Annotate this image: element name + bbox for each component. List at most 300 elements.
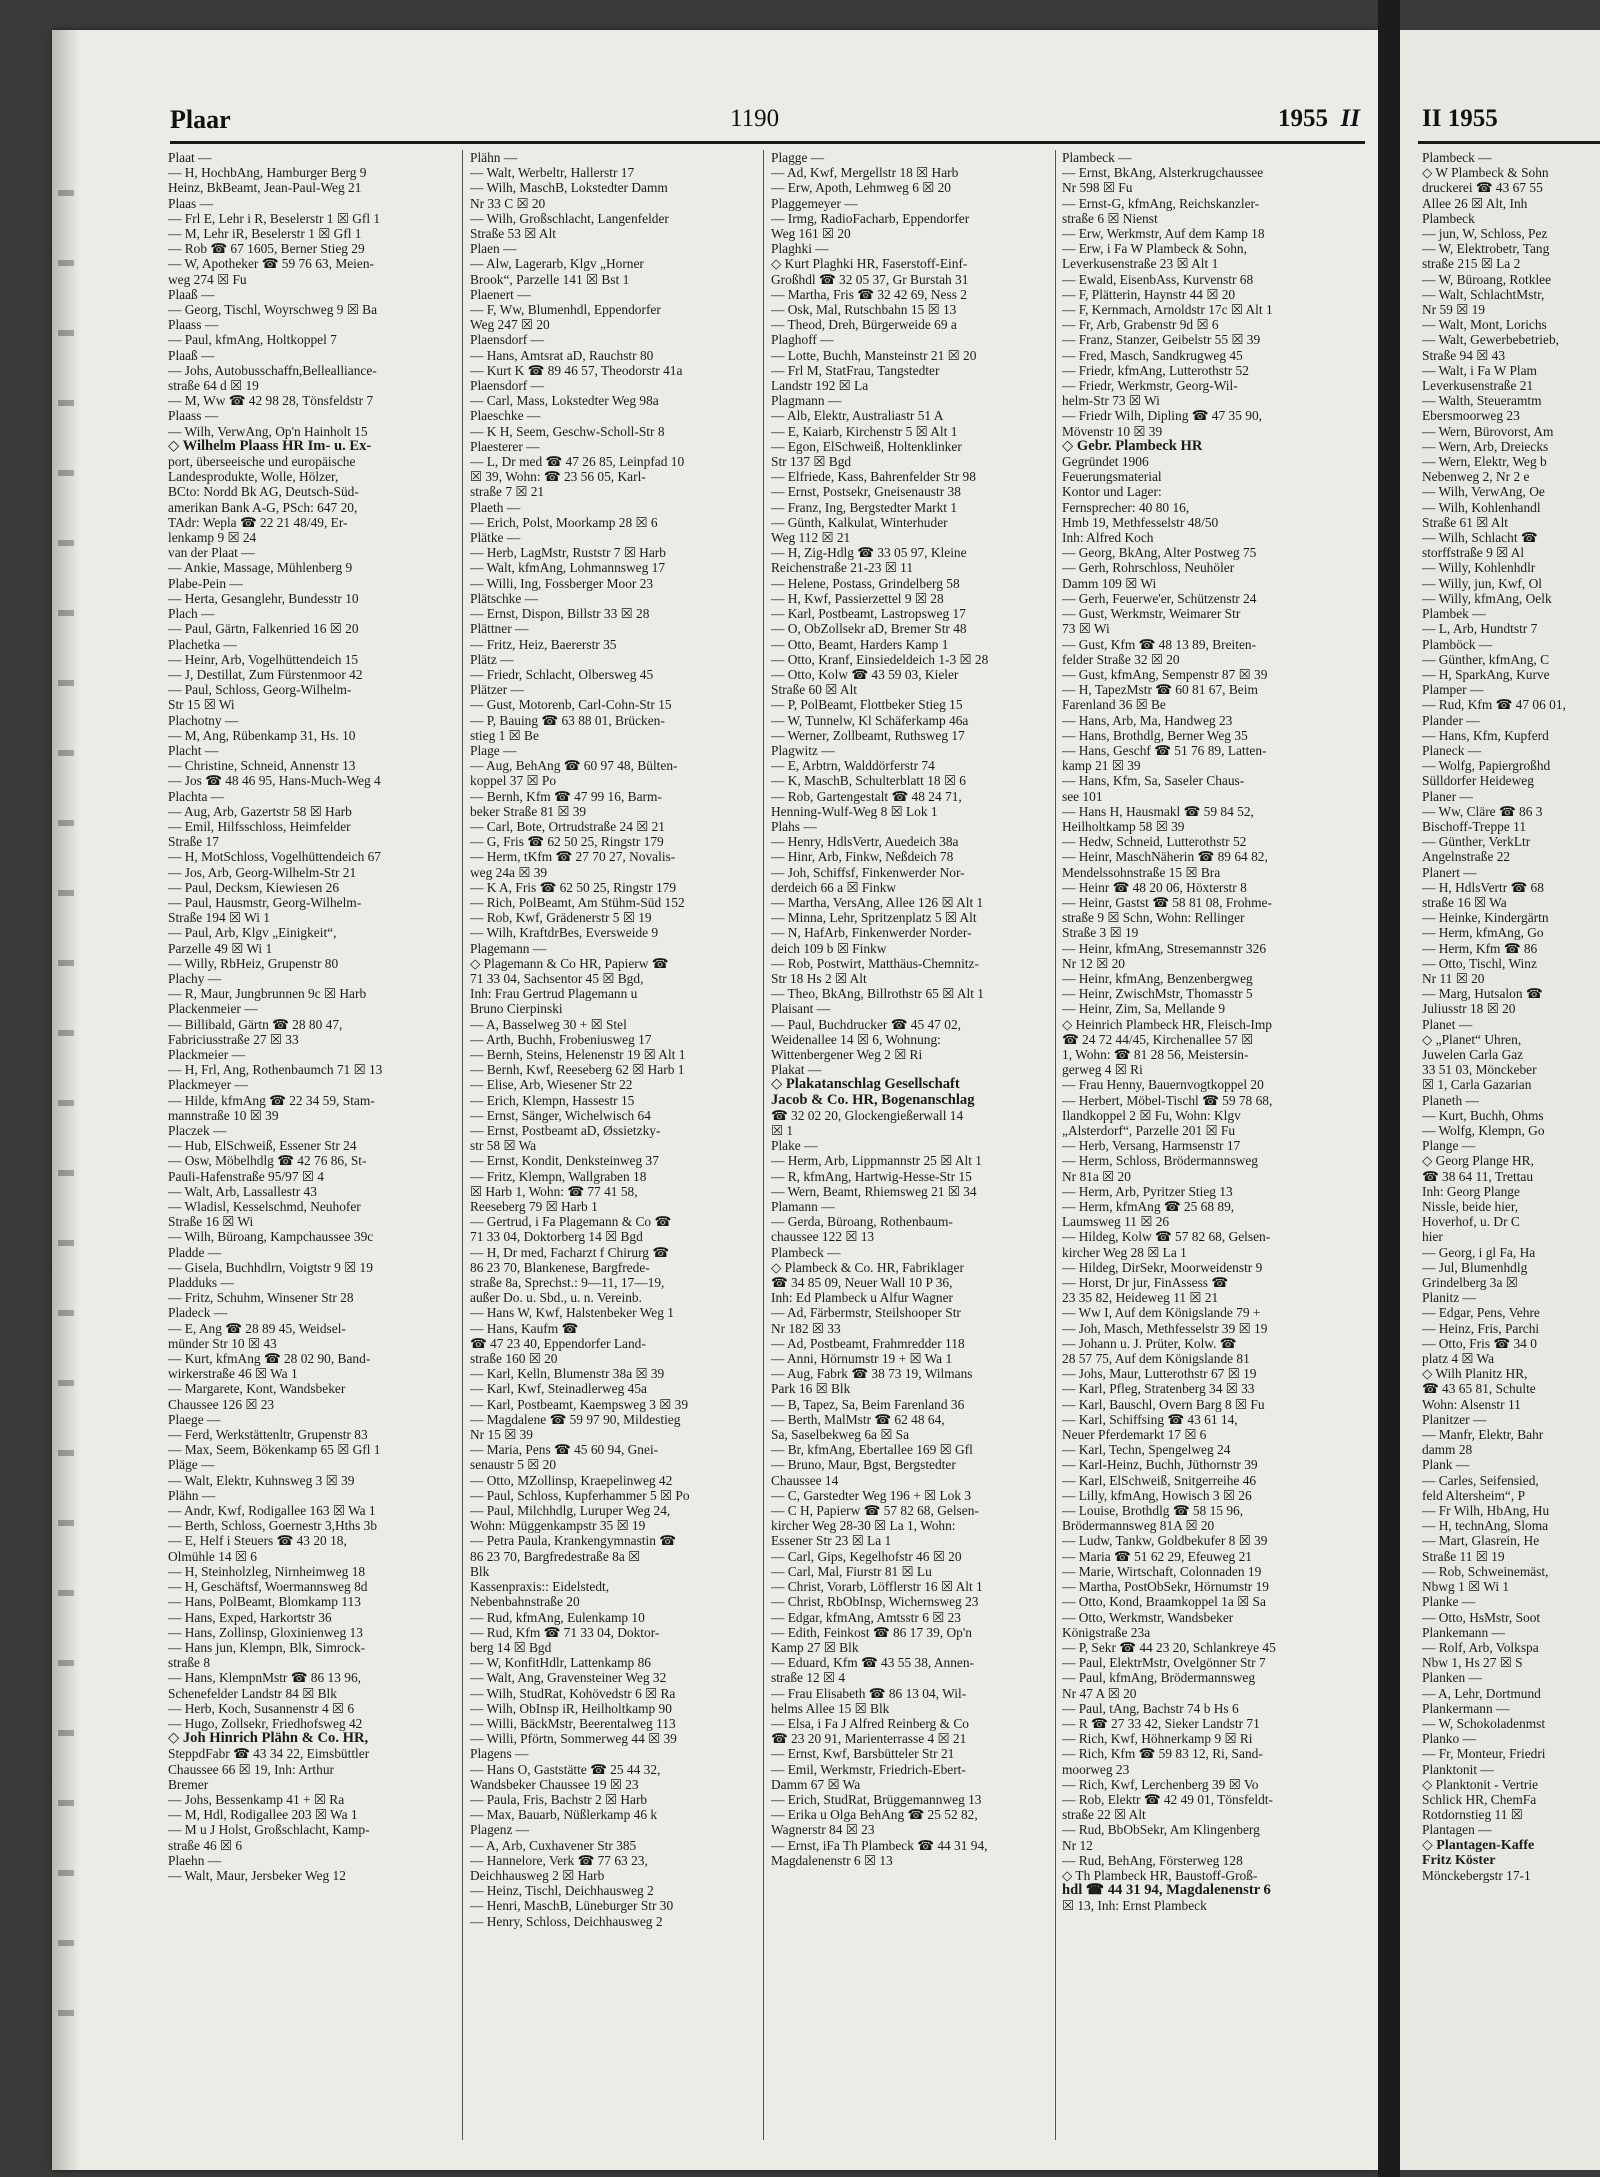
directory-entry-line: Landstr 192 ☒ La — [771, 378, 869, 394]
directory-entry-line: — Paul, Buchdrucker ☎ 45 47 02, — [771, 1016, 961, 1032]
year: 1955 — [1278, 105, 1329, 132]
directory-entry-line: — Otto, Beamt, Harders Kamp 1 — [771, 636, 949, 652]
facing-entry-line: — Heinke, Kindergärtn — [1422, 910, 1549, 926]
directory-entry-line: — Max, Seem, Bökenkamp 65 ☒ Gfl 1 — [168, 1442, 381, 1458]
directory-entry-line: — Ewald, EisenbAss, Kurvenstr 68 — [1062, 271, 1254, 287]
directory-entry-line: Fabriciusstraße 27 ☒ 33 — [168, 1031, 299, 1047]
directory-entry-line: — Herb, LagMstr, Ruststr 7 ☒ Harb — [470, 545, 666, 561]
facing-entry-line: ☎ 38 64 11, Trettau — [1422, 1168, 1534, 1184]
directory-entry-line: — Emil, Werkmstr, Friedrich-Ebert- — [771, 1761, 966, 1777]
directory-entry-line: — Hans, Kaufm ☎ — [470, 1320, 579, 1336]
facing-entry-line: — Mart, Glasrein, He — [1422, 1533, 1540, 1549]
directory-entry-line: — Martha, VersAng, Allee 126 ☒ Alt 1 — [771, 894, 984, 910]
directory-entry-line: — Rob ☎ 67 1605, Berner Stieg 29 — [168, 241, 365, 257]
directory-entry-line: moorweg 23 — [1062, 1761, 1130, 1777]
directory-entry-line: Str 18 Hs 2 ☒ Alt — [771, 970, 867, 986]
directory-entry-line: straße 8a, Sprechst.: 9—11, 17—19, — [470, 1275, 665, 1291]
directory-entry-line: Nr 33 C ☒ 20 — [470, 195, 546, 211]
directory-entry-line: — Franz, Stanzer, Geibelstr 55 ☒ 39 — [1062, 332, 1261, 348]
column-2 — [470, 150, 762, 2150]
facing-entry-line: — Wilh, Kohlenhandl — [1422, 499, 1541, 515]
directory-entry-line: — P, Sekr ☎ 44 23 20, Schlankreye 45 — [1062, 1639, 1276, 1655]
facing-entry-line: Nr 11 ☒ 20 — [1422, 970, 1485, 986]
directory-entry-line: — Hans, Zollinsp, Gloxinienweg 13 — [168, 1624, 363, 1640]
header-catchword: Plaar — [170, 105, 231, 134]
page-gutter — [1378, 0, 1400, 2177]
facing-entry-line: Planert — — [1422, 864, 1477, 880]
directory-entry-line: — E, Arbtrn, Walddörferstr 74 — [771, 758, 935, 774]
directory-entry-line: — Karl, Techn, Spengelweg 24 — [1062, 1442, 1231, 1458]
facing-entry-line: — Walth, Steueramtm — [1422, 393, 1542, 409]
directory-entry-line: Großhdl ☎ 32 05 37, Gr Burstah 31 — [771, 271, 969, 287]
directory-entry-line: Plage — — [470, 742, 517, 758]
directory-entry-line: — Christ, Vorarb, Löfflerstr 16 ☒ Alt 1 — [771, 1579, 983, 1595]
facing-entry-line: — Wilh, Schlacht ☎ — [1422, 530, 1538, 546]
directory-entry-line: Plakat — — [771, 1062, 822, 1078]
directory-entry-line: — Bruno, Maur, Bgst, Bergstedter — [771, 1457, 956, 1473]
facing-entry-line: — W, Büroang, Rotklee — [1422, 271, 1552, 287]
directory-entry-line: Mövenstr 10 ☒ 39 — [1062, 423, 1163, 439]
directory-entry-line: — Max, Bauarb, Nüßlerkamp 46 k — [470, 1807, 658, 1823]
directory-entry-line: Brödermannsweg 81A ☒ 20 — [1062, 1518, 1215, 1534]
directory-entry-line: Kassenpraxis:: Eidelstedt, — [470, 1579, 610, 1595]
directory-entry-line: — Ernst-G, kfmAng, Reichskanzler- — [1062, 195, 1260, 211]
directory-entry-line: Landesprodukte, Wolle, Hölzer, — [168, 469, 339, 485]
directory-entry-line: — Otto, Kranf, Einsiedeldeich 1-3 ☒ 28 — [771, 651, 989, 667]
directory-entry-line: — Heinr, kfmAng, Stresemannstr 326 — [1062, 940, 1267, 956]
directory-entry-line: Straße 53 ☒ Alt — [470, 226, 557, 242]
directory-entry-line: — Karl-Heinz, Buchh, Jüthornstr 39 — [1062, 1457, 1258, 1473]
directory-entry-line: — Jos ☎ 48 46 95, Hans-Much-Weg 4 — [168, 773, 381, 789]
directory-entry-line: — H, Dr med, Facharzt f Chirurg ☎ — [470, 1244, 670, 1260]
directory-entry-line: — M, Ang, Rübenkamp 31, Hs. 10 — [168, 727, 356, 743]
directory-entry-line: — Wilh, KraftdrBes, Eversweide 9 — [470, 925, 659, 941]
directory-entry-line: Laumsweg 11 ☒ 26 — [1062, 1214, 1170, 1230]
directory-entry-line: — Minna, Lehr, Spritzenplatz 5 ☒ Alt — [771, 910, 977, 926]
directory-entry-line: see 101 — [1062, 788, 1103, 804]
directory-entry-line: lenkamp 9 ☒ 24 — [168, 530, 257, 546]
directory-entry-line: — Kurt K ☎ 89 46 57, Theodorstr 41a — [470, 362, 683, 378]
directory-entry-line: 86 23 70, Bargfredestraße 8a ☒ — [470, 1548, 641, 1564]
directory-entry-line: — Rud, Kfm ☎ 71 33 04, Doktor- — [470, 1624, 660, 1640]
directory-entry-line: — Frau Elisabeth ☎ 86 13 04, Wil- — [771, 1685, 967, 1701]
directory-entry-line: — Gerda, Büroang, Rothenbaum- — [771, 1214, 953, 1230]
facing-entry-line: — A, Lehr, Dortmund — [1422, 1685, 1541, 1701]
directory-entry-line: str 58 ☒ Wa — [470, 1138, 537, 1154]
facing-entry-line: Plambek — — [1422, 606, 1486, 622]
directory-entry-line: — Irmg, RadioFacharb, Eppendorfer — [771, 210, 970, 226]
directory-entry-line: — Martha, Fris ☎ 32 42 69, Ness 2 — [771, 286, 967, 302]
directory-entry-line: Plätke — — [470, 530, 521, 546]
directory-entry-line: Weg 112 ☒ 21 — [771, 530, 851, 546]
directory-entry-line: — Wilh, Büroang, Kampchaussee 39c — [168, 1229, 374, 1245]
directory-entry-line: Pladde — — [168, 1244, 222, 1260]
directory-entry-line: Neuer Pferdemarkt 17 ☒ 6 — [1062, 1427, 1207, 1443]
directory-entry-line: Mendelssohnstraße 15 ☒ Bra — [1062, 864, 1221, 880]
directory-entry-line: — Walt, Maur, Jersbeker Weg 12 — [168, 1867, 346, 1883]
directory-entry-line: Leverkusenstraße 23 ☒ Alt 1 — [1062, 256, 1219, 272]
directory-entry-line: Plähn — — [168, 1487, 216, 1503]
directory-entry-line: — Georg, Tischl, Woyrschweg 9 ☒ Ba — [168, 302, 378, 318]
directory-entry-line: Bremer — [168, 1776, 209, 1792]
directory-entry-line: Plaass — — [168, 317, 219, 333]
directory-entry-line: — Wilh, StudRat, Kohövedstr 6 ☒ Ra — [470, 1685, 676, 1701]
column-divider — [763, 150, 764, 2140]
directory-entry-line: — Gust, kfmAng, Sempenstr 87 ☒ 39 — [1062, 666, 1268, 682]
facing-entry-line: Planer — — [1422, 788, 1473, 804]
directory-entry-line: münder Str 10 ☒ 43 — [168, 1335, 277, 1351]
facing-entry-line: — Günther, VerkLtr — [1422, 834, 1531, 850]
directory-entry-line: Plaeschke — — [470, 408, 541, 424]
facing-entry-line: — Ww, Cläre ☎ 86 3 — [1422, 803, 1543, 819]
directory-entry-line: straße 64 d ☒ 19 — [168, 378, 259, 394]
directory-entry-line: — Rud, kfmAng, Eulenkamp 10 — [470, 1609, 645, 1625]
directory-entry-line: Plaaß — — [168, 286, 215, 302]
facing-entry-line: Plander — — [1422, 712, 1480, 728]
facing-entry-line: Planeck — — [1422, 742, 1482, 758]
directory-entry-line: — Wern, Beamt, Rhiemsweg 21 ☒ 34 — [771, 1183, 977, 1199]
directory-entry-line: — R, kfmAng, Hartwig-Hesse-Str 15 — [771, 1168, 972, 1184]
directory-entry-line: — Gerh, Rohrschloss, Neuhöler — [1062, 560, 1235, 576]
directory-entry-line: gerweg 4 ☒ Ri — [1062, 1062, 1143, 1078]
facing-entry-line: Grindelberg 3a ☒ — [1422, 1275, 1518, 1291]
directory-entry-line: — Hans, Brothdlg, Berner Weg 35 — [1062, 727, 1248, 743]
directory-entry-line: Plagge — — [771, 150, 825, 165]
facing-entry-line: Planeth — — [1422, 1092, 1479, 1108]
directory-entry-line: wirkerstraße 46 ☒ Wa 1 — [168, 1366, 298, 1382]
facing-entry-line: Planke — — [1422, 1594, 1476, 1610]
directory-entry-line: ☒ 39, Wohn: ☎ 23 56 05, Karl- — [470, 469, 646, 485]
directory-entry-line: Magdalenenstr 6 ☒ 13 — [771, 1852, 893, 1868]
directory-entry-line: Plagemann — — [470, 940, 547, 956]
directory-entry-line: Wandsbeker Chaussee 19 ☒ 23 — [470, 1776, 639, 1792]
directory-entry-line: — H, Kwf, Passierzettel 9 ☒ 28 — [771, 590, 944, 606]
directory-entry-line: — Horst, Dr jur, FinAssess ☎ — [1062, 1275, 1229, 1291]
facing-entry-line: Plamböck — — [1422, 636, 1493, 652]
directory-entry-line: — Aug, BehAng ☎ 60 97 48, Bülten- — [470, 758, 678, 774]
facing-entry-line: Schlick HR, ChemFa — [1422, 1791, 1537, 1807]
directory-entry-line: Plaensdorf — — [470, 332, 545, 348]
directory-entry-line: — Herb, Koch, Susannenstr 4 ☒ 6 — [168, 1700, 355, 1716]
directory-entry-line: — E, Ang ☎ 28 89 45, Weidsel- — [168, 1320, 346, 1336]
directory-entry-line: Kontor und Lager: — [1062, 484, 1162, 500]
facing-entry-line: Juliusstr 18 ☒ 20 — [1422, 1001, 1516, 1017]
facing-entry-line: — Rolf, Arb, Volkspa — [1422, 1639, 1539, 1655]
directory-entry-line: — Eduard, Kfm ☎ 43 55 38, Annen- — [771, 1655, 975, 1671]
directory-entry-line: — M, Lehr iR, Beselerstr 1 ☒ Gfl 1 — [168, 226, 362, 242]
directory-entry-line: — Karl, Bauschl, Overn Barg 8 ☒ Fu — [1062, 1396, 1265, 1412]
directory-entry-line: — Fritz, Klempn, Wallgraben 18 — [470, 1168, 647, 1184]
facing-entry-line: Planet — — [1422, 1016, 1473, 1032]
directory-entry-line: — A, Arb, Cuxhavener Str 385 — [470, 1837, 637, 1853]
directory-entry-line: — Rich, Kwf, Lerchenberg 39 ☒ Vo — [1062, 1776, 1259, 1792]
directory-entry-line: — Helene, Postass, Grindelberg 58 — [771, 575, 960, 591]
directory-entry-line: — Jos, Arb, Georg-Wilhelm-Str 21 — [168, 864, 357, 880]
directory-entry-line: Plagenz — — [470, 1822, 530, 1838]
directory-entry-line: Plaass — — [168, 408, 219, 424]
directory-entry-line: ☒ 13, Inh: Ernst Plambeck — [1062, 1898, 1207, 1914]
directory-entry-line: Plaensdorf — — [470, 378, 545, 394]
directory-entry-line: 71 33 04, Sachsentor 45 ☒ Bgd, — [470, 970, 644, 986]
directory-entry-line: — H, TapezMstr ☎ 60 81 67, Beim — [1062, 682, 1258, 698]
directory-entry-line: — Walt, Ang, Gravensteiner Weg 32 — [470, 1670, 667, 1686]
directory-entry-line: — Hans, Arb, Ma, Handweg 23 — [1062, 712, 1233, 728]
facing-entry-line: — Carles, Seifensied, — [1422, 1472, 1539, 1488]
directory-entry-line: — H, Zig-Hdlg ☎ 33 05 97, Kleine — [771, 545, 967, 561]
directory-entry-line: — A, Basselweg 30 + ☒ Stel — [470, 1016, 627, 1032]
facing-entry-line: — Wolfg, Klempn, Go — [1422, 1123, 1545, 1138]
directory-entry-line: kamp 21 ☒ 39 — [1062, 758, 1141, 774]
facing-entry-line: Angelnstraße 22 — [1422, 849, 1511, 865]
directory-entry-line: straße 160 ☒ 20 — [470, 1351, 558, 1367]
directory-entry-line: — Rob, Elektr ☎ 42 49 01, Tönsfeldt- — [1062, 1791, 1273, 1807]
directory-entry-line: — E, Helf i Steuers ☎ 43 20 18, — [168, 1533, 347, 1549]
directory-entry-line: — Anni, Hörnumstr 19 + ☒ Wa 1 — [771, 1351, 953, 1367]
directory-entry-line: — H, MotSchloss, Vogelhüttendeich 67 — [168, 849, 382, 865]
facing-entry-line: — H, technAng, Sloma — [1422, 1518, 1549, 1534]
directory-entry-line: 73 ☒ Wi — [1062, 621, 1110, 637]
directory-entry-line: Plaaß — — [168, 347, 215, 363]
directory-entry-line: Plätz — — [470, 651, 514, 667]
directory-entry-line: Damm 67 ☒ Wa — [771, 1776, 861, 1792]
directory-entry-line: — Heinr, ZwischMstr, Thomasstr 5 — [1062, 986, 1253, 1002]
directory-entry-line: Heinz, BkBeamt, Jean-Paul-Weg 21 — [168, 180, 362, 196]
directory-entry-line: — F, Ww, Blumenhdl, Eppendorfer — [470, 302, 661, 318]
directory-entry-line: senaustr 5 ☒ 20 — [470, 1457, 557, 1473]
directory-entry-line: — M, Ww ☎ 42 98 28, Tönsfeldstr 7 — [168, 393, 374, 409]
directory-entry-line: — Herbert, Möbel-Tischl ☎ 59 78 68, — [1062, 1092, 1273, 1108]
directory-entry-line: — K, MaschB, Schulterblatt 18 ☒ 6 — [771, 773, 966, 789]
directory-entry-line: — Karl, Kwf, Steinadlerweg 45a — [470, 1381, 648, 1397]
directory-entry-line: helm-Str 73 ☒ Wi — [1062, 393, 1160, 409]
directory-entry-line: — Christ, RbObInsp, Wichernsweg 23 — [771, 1594, 979, 1610]
directory-entry-line: — Ernst, Kwf, Barsbütteler Str 21 — [771, 1746, 955, 1762]
directory-entry-line: — Marie, Wirtschaft, Colonnaden 19 — [1062, 1563, 1262, 1579]
directory-entry-line: Wohn: Müggenkampstr 35 ☒ 19 — [470, 1518, 646, 1534]
directory-entry-line: — Herm, kfmAng ☎ 25 68 89, — [1062, 1199, 1235, 1215]
directory-entry-line: — Lilly, kfmAng, Howisch 3 ☒ 26 — [1062, 1487, 1252, 1503]
directory-entry-line: Pladduks — — [168, 1275, 234, 1291]
facing-entry-line: Planken — — [1422, 1670, 1482, 1686]
facing-entry-line: — Otto, HsMstr, Soot — [1422, 1609, 1541, 1625]
directory-entry-line: Ilandkoppel 2 ☒ Fu, Wohn: Klgv — [1062, 1107, 1241, 1123]
directory-entry-line: — Maria, Pens ☎ 45 60 94, Gnei- — [470, 1442, 659, 1458]
directory-entry-line: — Paula, Fris, Bachstr 2 ☒ Harb — [470, 1791, 648, 1807]
directory-entry-line: hdl ☎ 44 31 94, Magdalenenstr 6 — [1062, 1883, 1271, 1899]
directory-entry-line: — Rud, BehAng, Försterweg 128 — [1062, 1852, 1243, 1868]
directory-entry-line: Plätzer — — [470, 682, 524, 698]
directory-entry-line: — Herm, Arb, Lippmannstr 25 ☒ Alt 1 — [771, 1153, 982, 1169]
directory-entry-line: berg 14 ☒ Bgd — [470, 1639, 552, 1655]
directory-entry-line: — H, Frl, Ang, Rothenbaumch 71 ☒ 13 — [168, 1062, 383, 1078]
directory-entry-line: — Carl, Gips, Kegelhofstr 46 ☒ 20 — [771, 1548, 962, 1564]
directory-entry-line: — N, HafArb, Finkenwerder Norder- — [771, 925, 972, 941]
directory-entry-line: Chaussee 66 ☒ 19, Inh: Arthur — [168, 1761, 334, 1777]
facing-entry-line: Straße 94 ☒ 43 — [1422, 347, 1506, 363]
directory-entry-line: — Hannelore, Verk ☎ 77 63 23, — [470, 1852, 648, 1868]
directory-entry-line: — Willi, Pförtn, Sommerweg 44 ☒ 39 — [470, 1731, 677, 1747]
directory-entry-line: — Erika u Olga BehAng ☎ 25 52 82, — [771, 1807, 978, 1823]
directory-entry-line: — Paul, ElektrMstr, Ovelgönner Str 7 — [1062, 1655, 1266, 1671]
directory-entry-line: — Berth, Schloss, Goernestr 3,Hths 3b — [168, 1518, 378, 1534]
directory-entry-line: — Paul, Schloss, Kupferhammer 5 ☒ Po — [470, 1487, 690, 1503]
directory-entry-line: Brook“, Parzelle 141 ☒ Bst 1 — [470, 271, 630, 287]
directory-entry-line: Plaenert — — [470, 286, 531, 302]
directory-entry-line: — K H, Seem, Geschw-Scholl-Str 8 — [470, 423, 665, 439]
directory-entry-line: Chaussee 14 — [771, 1472, 839, 1488]
directory-entry-line: — Ernst, Kondit, Denksteinweg 37 — [470, 1153, 659, 1169]
facing-entry-line: — Rob, Schweinemäst, — [1422, 1563, 1549, 1579]
directory-entry-line: Straße 60 ☒ Alt — [771, 682, 858, 698]
directory-entry-line: — Friedr, Schlacht, Olbersweg 45 — [470, 666, 654, 682]
directory-entry-line: — Carl, Mal, Fiurstr 81 ☒ Lu — [771, 1563, 932, 1579]
header-rule — [170, 141, 1365, 144]
directory-entry-line: — K A, Fris ☎ 62 50 25, Ringstr 179 — [470, 879, 677, 895]
facing-entry-line: Planitzer — — [1422, 1411, 1487, 1427]
facing-entry-line: Planitz — — [1422, 1290, 1476, 1306]
directory-entry-line: Plachy — — [168, 970, 222, 986]
directory-entry-line: Plähn — — [470, 150, 518, 165]
directory-entry-line: — Gisela, Buchhdlrn, Voigtstr 9 ☒ 19 — [168, 1259, 373, 1275]
directory-entry-line: amerikan Bank A-G, PSch: 647 20, — [168, 499, 358, 515]
directory-entry-line: — Walt, Werbeltr, Hallerstr 17 — [470, 165, 635, 181]
directory-entry-line: — Ludw, Tankw, Goldbekufer 8 ☒ 39 — [1062, 1533, 1268, 1549]
directory-entry-line: — H, Steinholzleg, Nirnheimweg 18 — [168, 1563, 366, 1579]
directory-entry-line: — Ferd, Werkstättenltr, Grupenstr 83 — [168, 1427, 368, 1443]
directory-entry-line: — Rich, PolBeamt, Am Stühm-Süd 152 — [470, 894, 685, 910]
directory-entry-line: — Lotte, Buchh, Mansteinstr 21 ☒ 20 — [771, 347, 977, 363]
facing-entry-line: Straße 11 ☒ 19 — [1422, 1548, 1505, 1564]
directory-entry-line: — Margarete, Kont, Wandsbeker — [168, 1381, 346, 1397]
directory-entry-line: Placzek — — [168, 1123, 227, 1138]
directory-entry-line: — Heinr, Gastst ☎ 58 81 08, Frohme- — [1062, 894, 1272, 910]
facing-entry-line: Plange — — [1422, 1138, 1476, 1154]
directory-entry-line: Plaesterer — — [470, 438, 540, 454]
directory-entry-line: — Ad, Färbermstr, Steilshooper Str — [771, 1305, 961, 1321]
facing-entry-line: Inh: Georg Plange — [1422, 1183, 1520, 1199]
directory-entry-line: — Paul, Milchhdlg, Luruper Weg 24, — [470, 1503, 671, 1519]
directory-entry-line: — Edith, Feinkost ☎ 86 17 39, Op'n — [771, 1624, 972, 1640]
directory-entry-line: — Ww I, Auf dem Königslande 79 + — [1062, 1305, 1261, 1321]
directory-entry-line: — Rob, Postwirt, Matthäus-Chemnitz- — [771, 955, 979, 971]
facing-entry-line: Plank — — [1422, 1457, 1470, 1473]
directory-entry-line: — Hedw, Schneid, Lutterothstr 52 — [1062, 834, 1247, 850]
directory-entry-line: — Joh, Masch, Methfesselstr 39 ☒ 19 — [1062, 1320, 1268, 1336]
facing-entry-line: Planktonit — — [1422, 1761, 1494, 1777]
facing-entry-line: — Walt, SchlachtMstr, — [1422, 286, 1545, 302]
facing-entry-line: — Otto, Fris ☎ 34 0 — [1422, 1335, 1537, 1351]
directory-entry-line: — R ☎ 27 33 42, Sieker Landstr 71 — [1062, 1715, 1260, 1731]
directory-entry-line: — Johs, Autobusschaffn,Bellealliance- — [168, 362, 377, 378]
directory-entry-line: 23 35 82, Heideweg 11 ☒ 21 — [1062, 1290, 1219, 1306]
directory-entry-line: — Hans H, Hausmakl ☎ 59 84 52, — [1062, 803, 1254, 819]
directory-entry-line: ◇ Joh Hinrich Plähn & Co. HR, — [168, 1731, 369, 1747]
directory-entry-line: Str 15 ☒ Wi — [168, 697, 235, 713]
directory-entry-line: — Ernst, Sänger, Wichelwisch 64 — [470, 1107, 651, 1123]
directory-entry-line: — Ernst, BkAng, Alsterkrugchaussee — [1062, 165, 1264, 181]
directory-entry-line: — Fritz, Schuhm, Winsener Str 28 — [168, 1290, 354, 1306]
directory-entry-line: Plaghki — — [771, 241, 829, 257]
directory-entry-line: — O, ObZollsekr aD, Bremer Str 48 — [771, 621, 967, 637]
facing-entry-line: Nissle, beide hier, — [1422, 1199, 1519, 1215]
facing-entry-line: — H, HdlsVertr ☎ 68 — [1422, 879, 1544, 895]
directory-entry-line: — Willy, RbHeiz, Grupenstr 80 — [168, 955, 339, 971]
directory-entry-line: Pauli-Hafenstraße 95/97 ☒ 4 — [168, 1168, 324, 1184]
facing-entry-line: straße 16 ☒ Wa — [1422, 894, 1507, 910]
facing-entry-line: — Wilh, VerwAng, Oe — [1422, 484, 1545, 500]
directory-entry-line: Placht — — [168, 742, 219, 758]
directory-entry-line: — Br, kfmAng, Ebertallee 169 ☒ Gfl — [771, 1442, 973, 1458]
directory-entry-line: Plagwitz — — [771, 742, 835, 758]
directory-entry-line: — Theod, Dreh, Bürgerweide 69 a — [771, 317, 957, 333]
facing-entry-line: — W, Elektrobetr, Tang — [1422, 241, 1550, 257]
directory-entry-line: — Rob, Gartengestalt ☎ 48 24 71, — [771, 788, 962, 804]
directory-entry-line: — Bernh, Kfm ☎ 47 99 16, Barm- — [470, 788, 662, 804]
directory-entry-line: — Karl, Kelln, Blumenstr 38a ☒ 39 — [470, 1366, 665, 1382]
directory-entry-line: — Herta, Gesanglehr, Bundesstr 10 — [168, 590, 359, 606]
directory-entry-line: — Georg, BkAng, Alter Postweg 75 — [1062, 545, 1257, 561]
facing-entry-line: feld Altersheim“, P — [1422, 1487, 1526, 1503]
facing-entry-line: — jun, W, Schloss, Pez — [1422, 226, 1548, 242]
directory-entry-line: BCto: Nordd Bk AG, Deutsch-Süd- — [168, 484, 359, 500]
directory-entry-line: Plach — — [168, 606, 215, 622]
facing-entry-line: — Edgar, Pens, Vehre — [1422, 1305, 1540, 1321]
directory-entry-line: — Wilh, Großschlacht, Langenfelder — [470, 210, 669, 226]
directory-entry-line: Plachetka — — [168, 636, 237, 652]
directory-entry-line: — Hinr, Arb, Finkw, Neßdeich 78 — [771, 849, 954, 865]
directory-entry-line: kircher Weg 28-30 ☒ La 1, Wohn: — [771, 1518, 956, 1534]
directory-entry-line: ◇ Plagemann & Co HR, Papierw ☎ — [470, 955, 669, 971]
directory-entry-line: Plaeth — — [470, 499, 521, 515]
facing-page-column — [1422, 150, 1600, 1883]
directory-entry-line: — F, Kernmach, Arnoldstr 17c ☒ Alt 1 — [1062, 302, 1273, 318]
directory-entry-line: Plaisant — — [771, 1001, 831, 1017]
directory-entry-line: Reichenstraße 21-23 ☒ 11 — [771, 560, 914, 576]
directory-entry-line: ◇ Heinrich Plambeck HR, Fleisch-Imp — [1062, 1016, 1273, 1032]
directory-entry-line: — Billibald, Gärtn ☎ 28 80 47, — [168, 1016, 343, 1032]
facing-entry-line: ◇ „Planet“ Uhren, — [1422, 1031, 1522, 1047]
directory-entry-line: — Andr, Kwf, Rodigallee 163 ☒ Wa 1 — [168, 1503, 376, 1519]
directory-entry-line: van der Plaat — — [168, 545, 255, 561]
facing-entry-line: — Willy, kfmAng, Oelk — [1422, 590, 1552, 606]
directory-entry-line: — Frl E, Lehr i R, Beselerstr 1 ☒ Gfl 1 — [168, 210, 381, 226]
directory-entry-line: — Osk, Mal, Rutschbahn 15 ☒ 13 — [771, 302, 957, 318]
directory-entry-line: — Werner, Zollbeamt, Ruthsweg 17 — [771, 727, 965, 743]
facing-entry-line: Mönckebergstr 17-1 — [1422, 1867, 1531, 1883]
facing-entry-line: — Manfr, Elektr, Bahr — [1422, 1427, 1544, 1443]
directory-entry-line: straße 46 ☒ 6 — [168, 1837, 243, 1853]
directory-entry-line: — Karl, Postbeamt, Kaempsweg 3 ☒ 39 — [470, 1396, 689, 1412]
directory-entry-line: Nr 47 A ☒ 20 — [1062, 1685, 1137, 1701]
directory-entry-line: — Paul, kfmAng, Brödermannsweg — [1062, 1670, 1256, 1686]
directory-entry-line: Straße 3 ☒ 19 — [1062, 925, 1139, 941]
directory-entry-line: Inh: Alfred Koch — [1062, 530, 1154, 546]
facing-entry-line: — Kurt, Buchh, Ohms — [1422, 1107, 1544, 1123]
directory-entry-line: — M u J Holst, Großschlacht, Kamp- — [168, 1822, 370, 1838]
directory-entry-line: Heilholtkamp 58 ☒ 39 — [1062, 818, 1185, 834]
directory-entry-line: — Herm, tKfm ☎ 27 70 27, Novalis- — [470, 849, 676, 865]
directory-entry-line: — Gertrud, i Fa Plagemann & Co ☎ — [470, 1214, 672, 1230]
facing-entry-line: Wohn: Alsenstr 11 — [1422, 1396, 1521, 1412]
directory-entry-line: — Franz, Ing, Bergstedter Markt 1 — [771, 499, 958, 515]
directory-entry-line: — Henry, Schloss, Deichhausweg 2 — [470, 1913, 663, 1929]
directory-entry-line: port, überseeische und europäische — [168, 454, 356, 470]
directory-entry-line: Wagnerstr 84 ☒ 23 — [771, 1822, 875, 1838]
directory-entry-line: — Elsa, i Fa J Alfred Reinberg & Co — [771, 1715, 969, 1731]
directory-entry-line: Nr 12 ☒ 20 — [1062, 955, 1125, 971]
directory-entry-line: — Gust, Werkmstr, Weimarer Str — [1062, 606, 1241, 622]
directory-entry-line: Feuerungsmaterial — [1062, 469, 1162, 485]
